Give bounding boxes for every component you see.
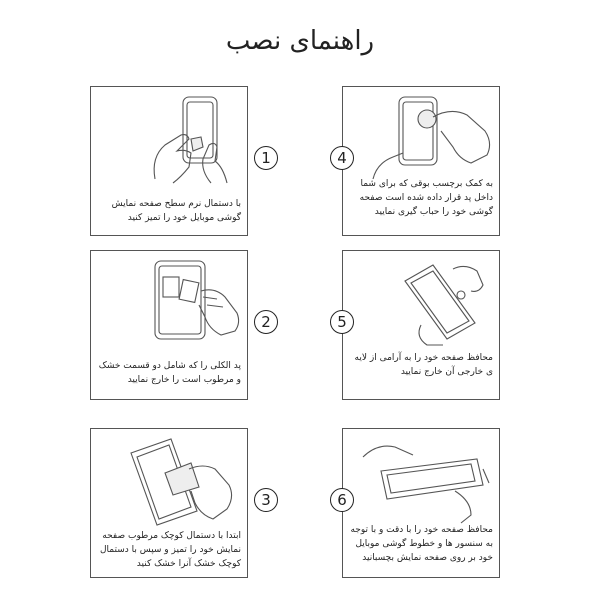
hand-phone-illustration-icon (91, 429, 249, 529)
step-number-badge: 3 (254, 488, 278, 512)
step-card-5 (342, 250, 500, 400)
step-caption: با دستمال نرم سطح صفحه نمایش گوشی موبایل خود را تمیز کنید (111, 199, 241, 223)
step-number-badge: 2 (254, 310, 278, 334)
hand-phone-illustration-icon (91, 87, 249, 187)
hand-phone-illustration-icon (91, 251, 249, 351)
step-caption: محافظ صفحه خود را به آرامی از لایه ی خارجی آن خارج نمایید (354, 353, 493, 377)
step-number-badge: 1 (254, 146, 278, 170)
hand-phone-illustration-icon (343, 251, 501, 351)
step-number-badge: 4 (330, 146, 354, 170)
step-number-badge: 5 (330, 310, 354, 334)
step-card-6 (342, 428, 500, 578)
hand-phone-illustration-icon (343, 429, 501, 529)
step-caption: به کمک برچسب بوقی که برای شما داخل پد قرار داده شده است صفحه گوشی خود را حباب گیری نمایید (359, 179, 493, 217)
step-caption: پد الکلی را که شامل دو قسمت خشک و مرطوب است را خارج نمایید (98, 361, 241, 385)
step-caption: محافظ صفحه خود را با دقت و با توجه به سنسور ها و خطوط گوشی موبایل خود بر روی صفحه نمایش بچسبانید (350, 525, 493, 563)
page-title: راهنمای نصب (225, 26, 375, 56)
hand-phone-illustration-icon (343, 87, 501, 187)
step-card-3 (90, 428, 248, 578)
step-number-badge: 6 (330, 488, 354, 512)
step-caption: ابتدا با دستمال کوچک مرطوب صفحه نمایش خود را تمیز و سپس با دستمال کوچک خشک آنرا خشک کنید (100, 531, 241, 569)
step-card-4 (342, 86, 500, 236)
step-card-2 (90, 250, 248, 400)
step-card-1 (90, 86, 248, 236)
